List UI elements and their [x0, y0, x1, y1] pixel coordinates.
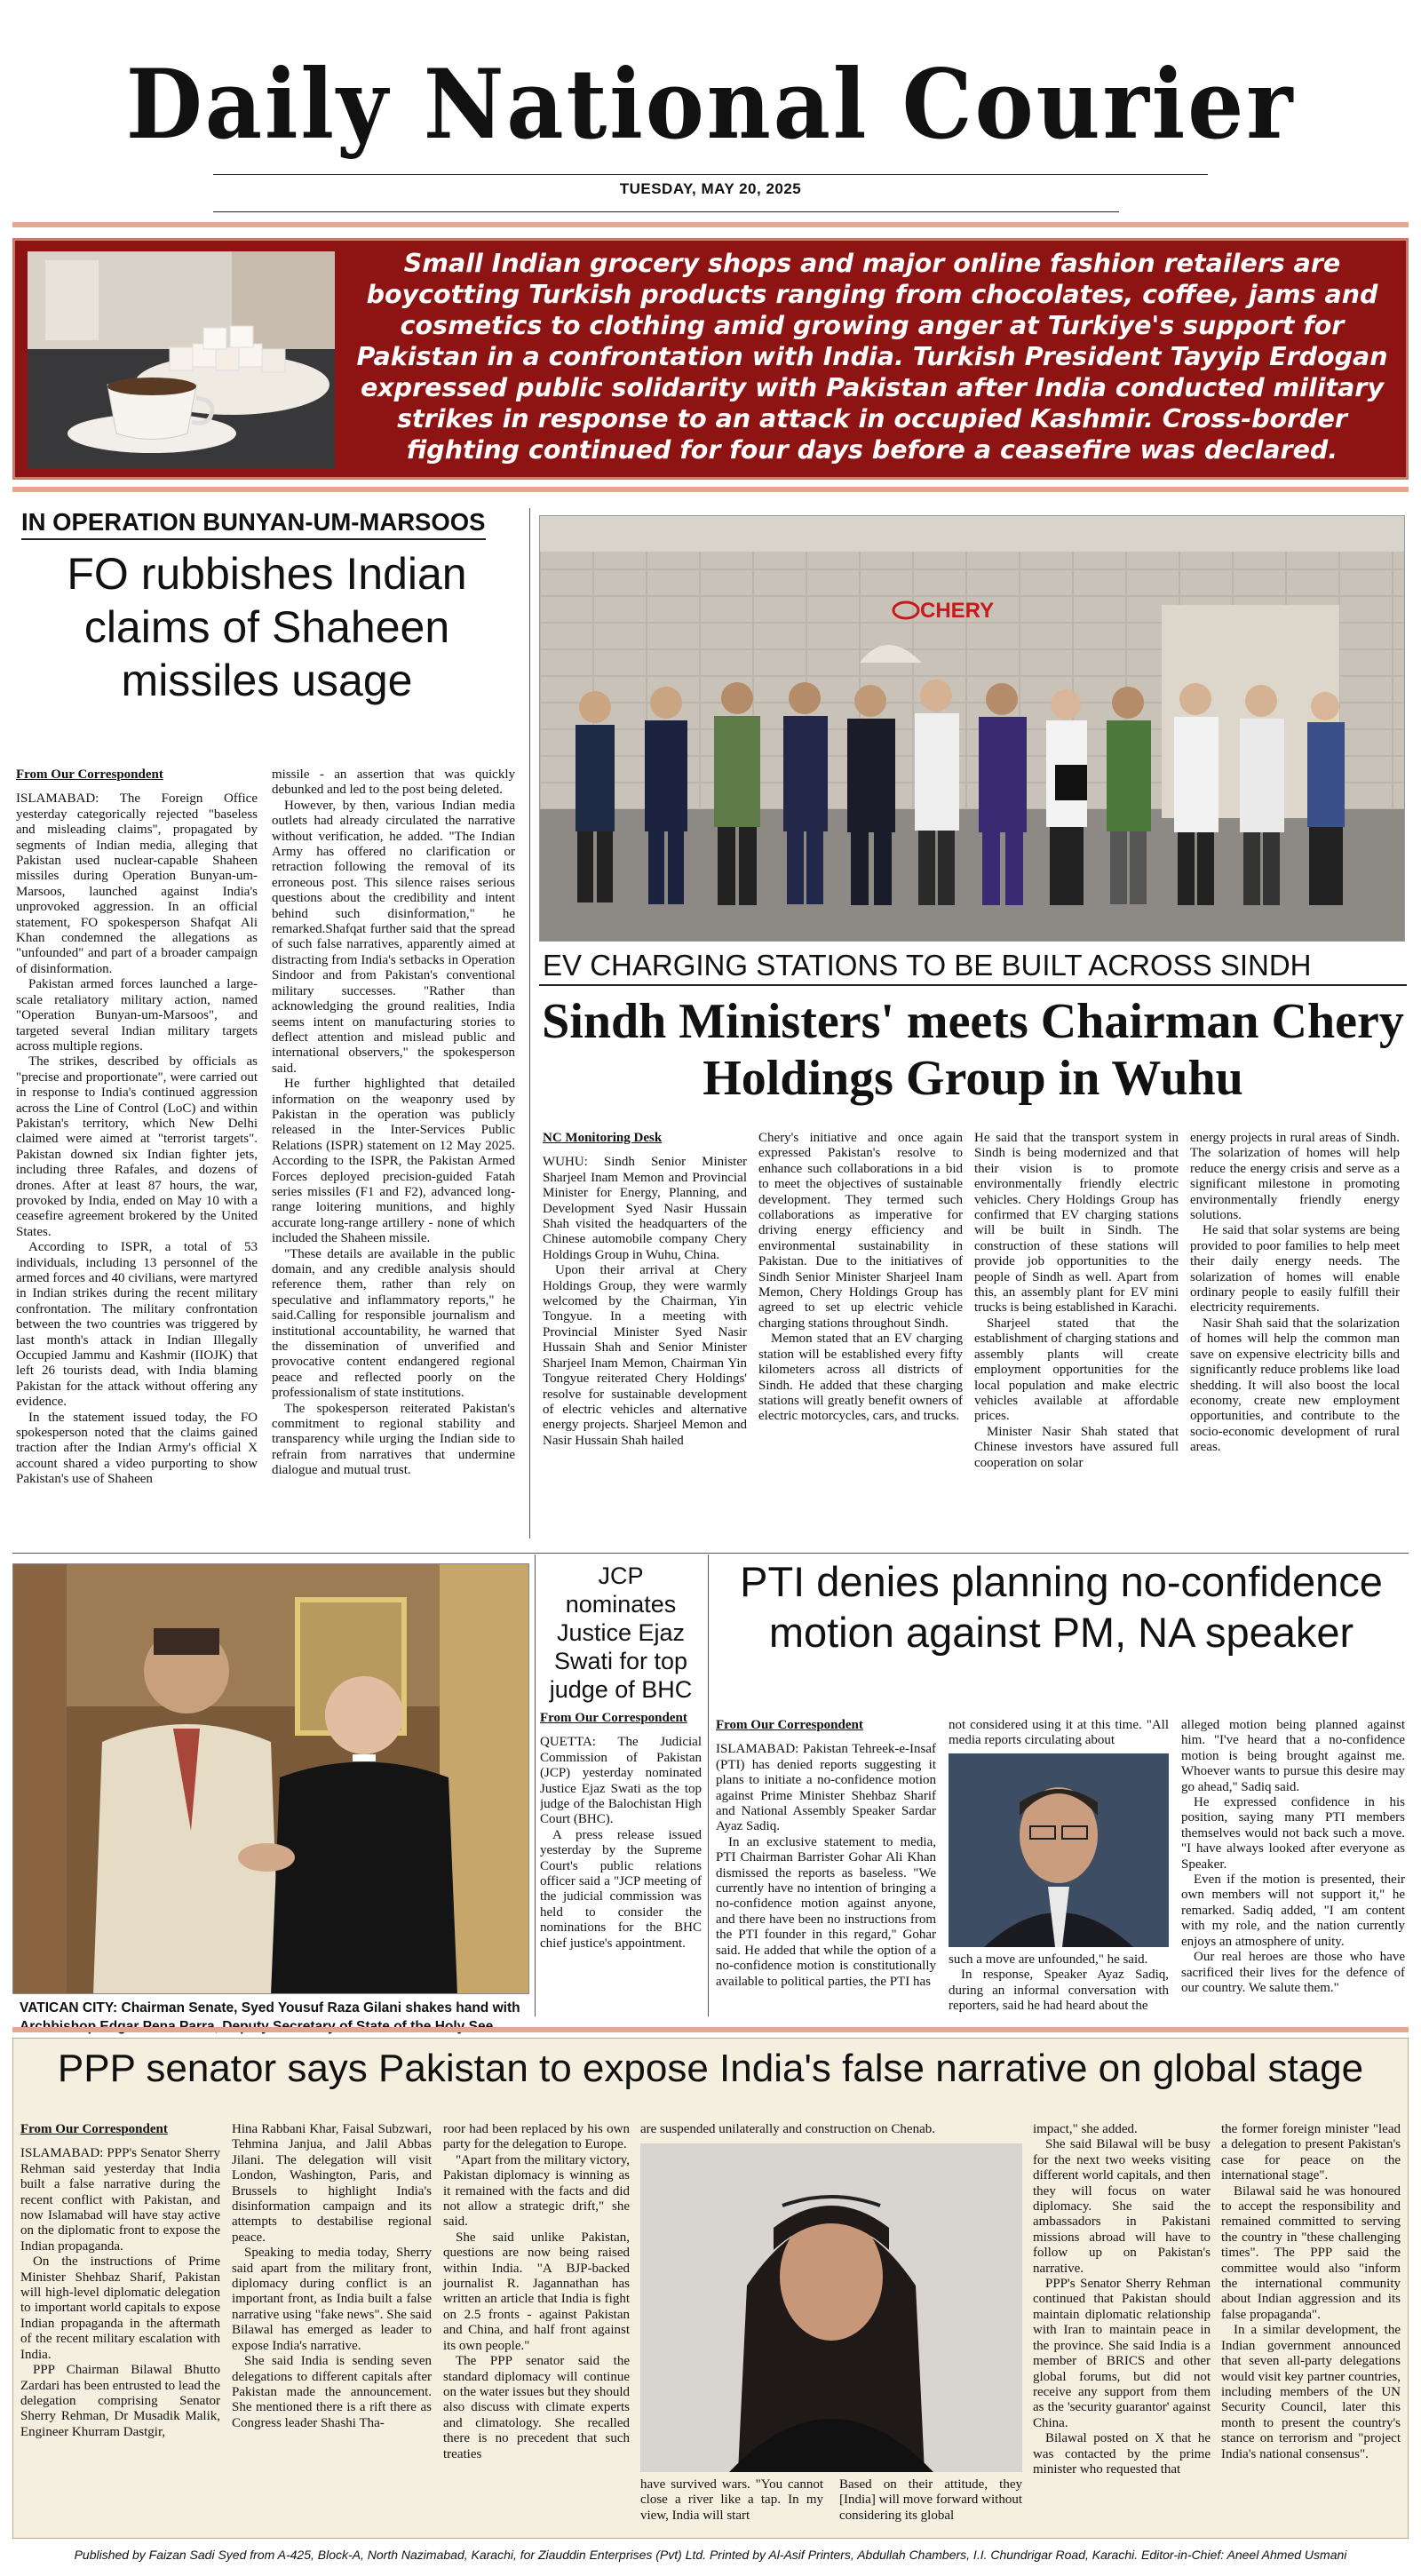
vatican-photo [12, 1563, 529, 1994]
paragraph: missile - an assertion that was quickly debunked and led to the post being deleted. [272, 767, 515, 798]
story-ev-chery [539, 949, 1407, 1548]
paragraph: Our real heroes are those who have sacrificed their lives for the defence of our country. We salute them." [1181, 1950, 1405, 1995]
paragraph: PPP's Senator Sherry Rehman continued that Pakistan should maintain diplomatic relationship with Iran to maintain peace in the province. She said India is a member of BRICS and other global forums, but did not receive any support from them as the 'security guarantor' against China. [1033, 2277, 1211, 2430]
story-byline: From Our Correspondent [540, 1711, 687, 1725]
portrait-illustration [949, 1753, 1169, 1947]
paragraph: such a move are unfounded," he said. [949, 1952, 1148, 1967]
story-headline: PTI denies planning no-confidence motion against PM, NA speaker [740, 1558, 1383, 1656]
story-byline: From Our Correspondent [16, 767, 163, 782]
paragraph: Memon stated that an EV charging station will be established every fifty kilometers across all districts of Sindh. He added that these charging stations will greatly benefit owners of electric motorcycles, cars, and trucks. [758, 1332, 963, 1424]
paragraph: have survived wars. "You cannot close a river like a tap. In my view, India will start [640, 2477, 823, 2523]
story-headline: JCP nominates Justice Ejaz Swati for top judge of BHC [549, 1562, 693, 1703]
accent-rule-top [12, 222, 1409, 227]
story-column [1181, 1718, 1405, 1996]
paragraph: PPP Chairman Bilawal Bhutto Zardari has been entrusted to lead the delegation comprising Senator Sherry Rehman, Dr Musadik Malik, Engineer Khurram Dastgir, [20, 2363, 220, 2439]
story-column [540, 1711, 702, 1952]
paragraph: On the instructions of Prime Minister Shehbaz Sharif, Pakistan will high-level diplomatic delegation to important world capitals to expose Indian propaganda in the aftermath of the recent military escalation with India. [20, 2254, 220, 2362]
paragraph: The spokesperson reiterated Pakistan's commitment to regional stability and transparency while urging the Indian side to refrain from narratives that undermine dialogue and mutual trust. [272, 1401, 515, 1478]
paragraph: Nasir Shah said that the solarization of homes will help the common man save on expensive electricity bills and significantly reduce problems like load shedding. It will also boost the local economy, create new employment opportunities, and contribute to the socio-economic development of rural areas. [1190, 1316, 1400, 1455]
chery-sign: CHERY [920, 599, 995, 623]
column-divider [529, 508, 530, 1538]
story-column [1221, 2122, 1401, 2462]
story-column [232, 2122, 432, 2431]
story-column [443, 2122, 630, 2462]
paragraph: She said Bilawal will be busy for the next two weeks visiting different world capitals, and then they will focus on water diplomacy. She said the ambassadors in Pakistani missions abroad will have to follow up on Pakistan's narrative. [1033, 2137, 1211, 2276]
paragraph: In a similar development, the Indian government announced that seven all-party delegations would visit key partner countries, including members of the UN Security Council, later this month to present the country's stance on terrorism and "project India's national consensus". [1221, 2323, 1401, 2461]
paragraph: WUHU: Sindh Senior Minister Sharjeel Inam Memon and Provincial Minister for Energy, Planning, and Development Syed Nasir Hussain Shah visited the headquarters of the Chinese automobile company Chery Holdings Group in Wuhu, China. [543, 1155, 747, 1262]
paragraph: He further highlighted that detailed information on the weaponry used by Pakistan in the operation was publicly released in the Inter-Services Public Relations (ISPR) statement on 12 May 2025. According to the ISPR, the Pakistan Armed Forces deployed precision-guided Fatah series missiles (F1 and F2), advanced long-range loitering munitions, and highly accurate long-range artillery - none of which included the Shaheen missile. [272, 1077, 515, 1246]
coffee-delight-illustration [28, 251, 335, 468]
story-column [839, 2477, 1022, 2524]
paragraph: However, by then, various Indian media outlets had already circulated the narrative without verification, he added. "The Indian Army has offered no clarification or retraction following the removal of its erroneous post. This silence raises serious questions about the credibility and intent behind such disinformation," he remarked.Shafqat further said that the spread of such false narratives, apparently aimed at distracting from India's setbacks in Operation Sindoor and from Pakistan's conventional military successes. "Rather than acknowledging the ground realities, India seems intent on manufacturing stories to deflect attention and mislead public and international observers," the spokesperson said. [272, 798, 515, 1076]
paragraph: ISLAMABAD: The Foreign Office yesterday categorically rejected "baseless and misleading claims", propagated by segments of Indian media, alleging that Pakistan used nuclear-capable Shaheen missiles during Operation Bunyan-um-Marsoos, launched against India's unprovoked aggression. In an official statement, FO spokesperson Shafqat Ali Khan condemned the allegations as "unfounded" and part of a broader campaign of disinformation. [16, 791, 258, 976]
paragraph: not considered using it at this time. "All media reports circulating about [949, 1718, 1169, 1748]
paragraph: According to ISPR, a total of 53 individuals, including 13 personnel of the armed forces and 40 civilians, were martyred in Indian strikes during the recent military confrontation. The military confrontation between the two countries was triggered by last month's attack in Indian Illegally Occupied Jammu and Kashmir (IIOJK) that left 26 tourists dead, with India blaming Pakistan for the attack without offering any evidence. [16, 1240, 258, 1410]
portrait-illustration [640, 2143, 1022, 2472]
publisher-imprint: Published by Faizan Sadi Syed from A-425, Block-A, North Nazimabad, Karachi, for Ziauddin Enterprises (Pvt) Ltd. Printed by Al-Asif Printers, Abdullah Chambers, I.I. Chundrigar Road, Karachi. Editor-in-Chief: Aneel Ahmed Usmani [74, 2548, 1347, 2562]
paragraph: Pakistan armed forces launched a large-scale retaliatory military action, named "Operation Bunyan-um-Marsoos", and targeted several Indian military targets across multiple regions. [16, 977, 258, 1053]
accent-rule-banner [12, 487, 1409, 492]
story-column [640, 2122, 1022, 2137]
paragraph: In response, Speaker Ayaz Sadiq, during an informal conversation with reporters, said he had heard about the [949, 1968, 1169, 2014]
chery-group-photo [539, 515, 1405, 942]
lead-banner [12, 238, 1409, 480]
paragraph: Minister Nasir Shah stated that Chinese investors have assured full cooperation on solar [974, 1424, 1179, 1470]
masthead-rule-lower [213, 211, 1119, 212]
accent-rule-lower [12, 2027, 1409, 2032]
story-headline: PPP senator says Pakistan to expose India's false narrative on global stage [57, 2047, 1364, 2090]
paragraph: Bilawal posted on X that he was contacted by the prime minister who requested that [1033, 2431, 1211, 2477]
paragraph: Hina Rabbani Khar, Faisal Subzwari, Tehmina Janjua, and Jalil Abbas Jilani. The delegation will visit London, Washington, Paris, and Brussels to highlight India's disinformation campaign and its attempts to destabilise regional peace. [232, 2122, 432, 2245]
story-column [1033, 2122, 1211, 2477]
paragraph: In an exclusive statement to media, PTI Chairman Barrister Gohar Ali Khan dismissed the reports as baseless. "We currently have no intention of bringing a no-confidence motion against anyone, and there have been no instructions from the PTI founder in this regard," Gohar said. He added that while the option of a no-confidence motion is constitutionally available to political parties, the PTI has [716, 1834, 936, 1989]
paragraph: ISLAMABAD: PPP's Senator Sherry Rehman said yesterday that India built a false narrative during the recent conflict with Pakistan, and now Islamabad will have stay active on the diplomatic front to expose the Indian propaganda. [20, 2146, 220, 2254]
paragraph: are suspended unilaterally and construction on Chenab. [640, 2122, 935, 2136]
paragraph: He said that solar systems are being provided to poor families to help meet their daily energy needs. The solarization of homes will enable ordinary people to easily fulfill their electricity requirements. [1190, 1223, 1400, 1316]
paragraph: Based on their attitude, they [India] will move forward without considering its global [839, 2477, 1022, 2523]
paragraph: energy projects in rural areas of Sindh. The solarization of homes will help reduce the energy crisis and serve as a significant milestone in promoting environmentally friendly energy solutions. [1190, 1131, 1400, 1223]
gohar-ali-khan-portrait [949, 1753, 1169, 1947]
story-headline: FO rubbishes Indian claims of Shaheen missiles usage [67, 549, 467, 705]
paragraph: The strikes, described by officials as "precise and proportionate", were carried out in response to India's continued aggression across the Line of Control (LoC) and within Pakistan's territory, which New Delhi claimed were aimed at "terrorist targets". Pakistan downed six Indian fighter jets, including three Rafales, and dozens of drones. After at least 87 hours, the war, provoked by India, ended on May 10 with a ceasefire agreement brokered by the United States. [16, 1054, 258, 1239]
story-fo-shaheen [16, 508, 518, 1547]
masthead-rule [213, 174, 1208, 175]
paragraph: the former foreign minister "lead a delegation to present Pakistan's case for peace on the international stage". [1221, 2122, 1401, 2183]
paragraph: The PPP senator said the standard diplomacy will continue on the water issues but they should also discuss with climate experts and climatology. She recalled there is no precedent that such treaties [443, 2354, 630, 2461]
masthead [0, 0, 1421, 222]
story-column [758, 1131, 963, 1425]
sherry-rehman-portrait [640, 2143, 1022, 2472]
story-byline: From Our Correspondent [20, 2122, 168, 2136]
paragraph: Even if the motion is presented, their own members will not support it," he remarked. Sadiq added, "I am content with my role, and the nation currently enjoys an atmosphere of unity. [1181, 1872, 1405, 1949]
story-column [949, 1952, 1169, 2015]
story-headline: Sindh Ministers' meets Chairman Chery Holdings Group in Wuhu [542, 994, 1404, 1106]
paragraph: roor had been replaced by his own party for the delegation to Europe. [443, 2122, 630, 2152]
banner-text: Small Indian grocery shops and major online fashion retailers are boycotting Turkish products ranging from chocolates, coffee, jams and cosmetics to clothing amid growing anger at Turkiye's support for Pakistan in a confrontation with India. Turkish President Tayyip Erdogan expressed public solidarity with Pakistan after India conducted military strikes in response to an attack in occupied Kashmir. Cross-border fighting continued for four days before a ceasefire was declared. [356, 249, 1388, 465]
paragraph: He said that the transport system in Sindh is being modernized and that their vision is to promote environmentally friendly electric vehicles. Chery Holdings Group has confirmed that EV charging stations will be built in Sindh. The construction of these stations will provide job opportunities to the people of Sindh as well. Apart from this, an assembly plant for EV mini trucks is being established in Karachi. [974, 1131, 1179, 1316]
paragraph: ISLAMABAD: Pakistan Tehreek-e-Insaf (PTI) has denied reports suggesting it plans to initiate a no-confidence motion against Prime Minister Shehbaz Sharif and National Assembly Speaker Sardar Ayaz Sadiq. [716, 1742, 936, 1834]
paragraph: Bilawal said he was honoured to accept the responsibility and remained committed to serving the country in "these challenging times". The PPP said the committee would also "inform the international community about Indian aggression and its false propaganda". [1221, 2183, 1401, 2322]
paragraph: A press release issued yesterday by the Supreme Court's public relations officer said a "JCP meeting of the judicial commission was held to consider the nominations for the BHC chief justice's appointment. [540, 1827, 702, 1951]
column-divider [708, 1554, 709, 2016]
story-column [974, 1131, 1179, 1471]
paragraph: Chery's initiative and once again expressed Pakistan's resolve to enhance such collaborations in a bid to meet the objectives of sustainable development. They termed such collaborations as imperative for driving energy efficiency and environmental sustainability in Pakistan. Due to the initiatives of Sindh Senior Minister Sharjeel Inam Memon, Chery Holdings Group has agreed to set up electric vehicle charging stations throughout Sindh. [758, 1131, 963, 1331]
story-byline: NC Monitoring Desk [543, 1131, 663, 1145]
story-column [1190, 1131, 1400, 1456]
handshake-illustration [13, 1564, 529, 1994]
story-column [20, 2122, 220, 2440]
chery-meeting-illustration [540, 516, 1405, 942]
paragraph: He expressed confidence in his position, saying many PTI members themselves would not back such a move. "I have always looked after everyone as Speaker. [1181, 1795, 1405, 1872]
section-divider [12, 1553, 1409, 1554]
story-kicker: EV CHARGING STATIONS TO BE BUILT ACROSS SINDH [539, 949, 1407, 986]
story-ppp [12, 2038, 1409, 2539]
paragraph: "These details are available in the public domain, and any credible analysis should reference them, rather than rely on speculative and inflammatory reports," he said.Calling for responsible journalism and institutional accountability, he warned that the dissemination of unverified and provocative content endangered regional peace and reflected poorly on the professionalism of state institutions. [272, 1246, 515, 1401]
paragraph: QUETTA: The Judicial Commission of Pakistan (JCP) yesterday nominated Justice Ejaz Swati as the top judge of the Balochistan High Court (BHC). [540, 1735, 702, 1827]
column-divider [535, 1554, 536, 2016]
paragraph: Sharjeel stated that the establishment of charging stations and assembly plants will create employment opportunities for the local population and make electric vehicles available at affordable prices. [974, 1316, 1179, 1424]
photo-caption: VATICAN CITY: Chairman Senate, Syed Yousuf Raza Gilani shakes hand with [20, 2000, 520, 2015]
paragraph: alleged motion being planned against him. "I've heard that a no-confidence motion is being brought against me. Whoever wants to pursue this desire may go ahead," Sadiq said. [1181, 1718, 1405, 1794]
newspaper-title: Daily National Courier [125, 49, 1296, 161]
paragraph: "Apart from the military victory, Pakistan diplomacy is winning as it remained with the facts and did not allow a strategic drift," she said. [443, 2152, 630, 2230]
story-pti [716, 1556, 1407, 2018]
paragraph: She said unlike Pakistan, questions are now being raised within India. "A BJP-backed journalist R. Jagannathan has written an article that India is fight on 2.5 fronts - against Pakistan and China, and half front against its own people." [443, 2230, 630, 2353]
paragraph: Speaking to media today, Sherry said apart from the military front, diplomacy during conflict is an important front, as India built a false narrative using "fake news". She said Bilawal has emerged as leader to expose India's narrative. [232, 2246, 432, 2353]
story-column [16, 767, 258, 1488]
story-jcp [540, 1562, 702, 2023]
story-column [949, 1718, 1169, 1749]
story-column [543, 1131, 747, 1449]
story-column [640, 2477, 823, 2524]
turkish-delight-photo [28, 251, 335, 468]
paragraph: Upon their arrival at Chery Holdings Group, they were warmly welcomed by the Chairman, Yin Tongyue. In a meeting with Provincial Minister Syed Nasir Hussain Shah and Senior Minister Sharjeel Inam Memon, Chairman Yin Tongyue reiterated Chery Holdings' resolve for sustainable development of electric vehicles and alternative energy projects. Sharjeel Memon and Nasir Hussain Shah hailed [543, 1263, 747, 1448]
story-kicker: IN OPERATION BUNYAN-UM-MARSOOS [21, 508, 486, 540]
story-column [716, 1718, 936, 1990]
paragraph: In the statement issued today, the FO spokesperson noted that the claims gained traction after the Indian Army's official X account shared a video purporting to show Pakistan's use of Shaheen [16, 1410, 258, 1487]
paragraph: She said India is sending seven delegations to different capitals after Pakistan made the announcement. She mentioned there is a rift there as Congress leader Shashi Tha- [232, 2354, 432, 2430]
story-column [272, 767, 515, 1479]
paragraph: impact," she added. [1033, 2122, 1138, 2136]
issue-date: TUESDAY, MAY 20, 2025 [619, 180, 802, 197]
story-byline: From Our Correspondent [716, 1718, 863, 1732]
